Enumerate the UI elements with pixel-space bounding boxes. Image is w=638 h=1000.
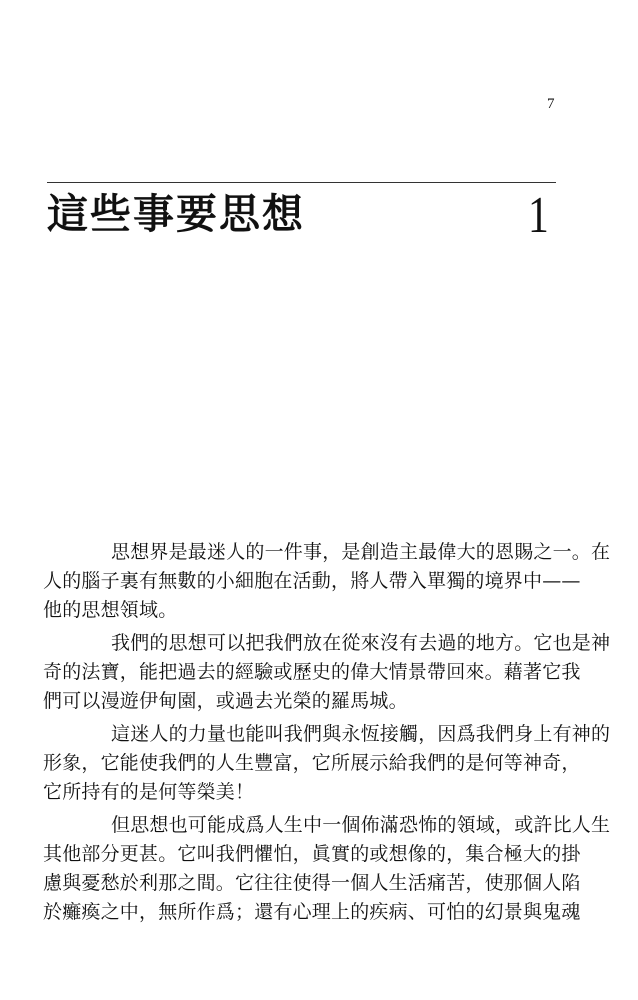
chapter-divider: [47, 182, 556, 183]
text-line: 慮與憂愁於利那之間。它往往使得一個人生活痛苦，使那個人陷: [43, 872, 581, 894]
text-line: 於癱瘓之中，無所作爲；還有心理上的疾病、可怕的幻景與鬼魂: [43, 901, 581, 923]
text-line: 思想界是最迷人的一件事，是創造主最偉大的恩賜之一。在: [111, 541, 611, 563]
text-line: 但思想也可能成爲人生中一個佈滿恐怖的領域，或許比人生: [111, 814, 611, 836]
text-line: 形象，它能使我們的人生豐富，它所展示給我們的是何等神奇，: [43, 752, 581, 774]
text-line: 奇的法寶，能把過去的經驗或歷史的偉大情景帶回來。藉著它我: [43, 661, 581, 683]
text-line: 其他部分更甚。它叫我們懼怕，眞實的或想像的，集合極大的掛: [43, 843, 581, 865]
page-number: 7: [547, 96, 555, 112]
chapter-title: 這些事要思想: [47, 190, 305, 238]
text-line: 它所持有的是何等榮美！: [43, 781, 255, 803]
paragraph: [43, 538, 611, 625]
text-line: 他的思想領域。: [43, 599, 178, 621]
paragraph: [43, 720, 611, 807]
body-text: [43, 538, 611, 927]
chapter-number: 1: [528, 187, 549, 244]
paragraph: [43, 811, 611, 927]
text-line: 人的腦子裏有無數的小細胞在活動，將人帶入單獨的境界中——: [43, 570, 581, 592]
text-line: 這迷人的力量也能叫我們與永恆接觸，因爲我們身上有神的: [111, 723, 611, 745]
text-line: 們可以漫遊伊甸園，或過去光榮的羅馬城。: [43, 690, 408, 712]
text-line: 我們的思想可以把我們放在從來沒有去過的地方。它也是神: [111, 632, 611, 654]
paragraph: [43, 629, 611, 716]
